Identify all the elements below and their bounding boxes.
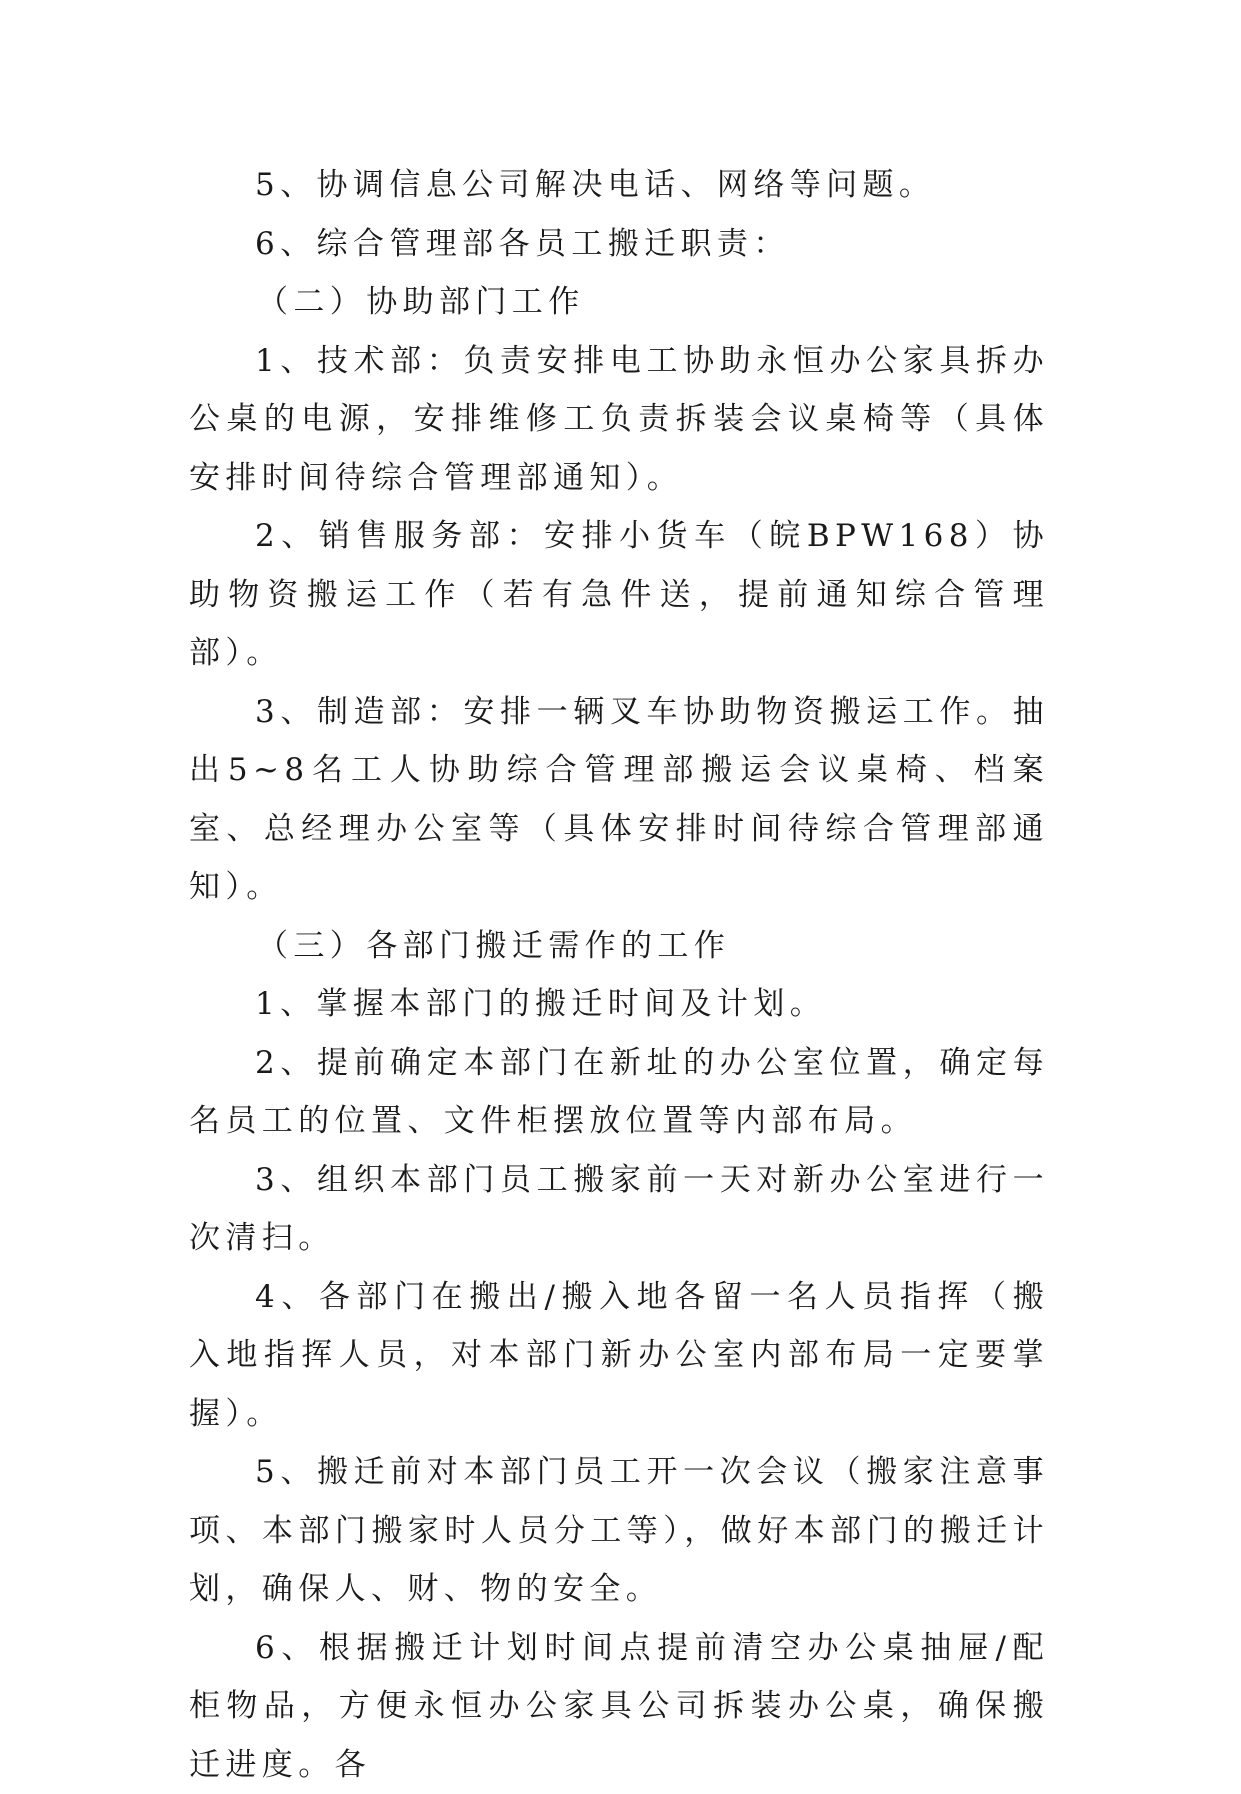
paragraph-manufacturing-dept: 3、制造部：安排一辆叉车协助物资搬运工作。抽出5~8名工人协助综合管理部搬运会议桌椅、档案室、总经理办公室等（具体安排时间待综合管理部通知）。	[189, 683, 1049, 917]
paragraph-task-2: 2、提前确定本部门在新址的办公室位置，确定每名员工的位置、文件柜摆放位置等内部布局。	[189, 1034, 1049, 1151]
paragraph-task-3: 3、组织本部门员工搬家前一天对新办公室进行一次清扫。	[189, 1151, 1049, 1268]
paragraph-task-4: 4、各部门在搬出/搬入地各留一名人员指挥（搬入地指挥人员，对本部门新办公室内部布局一定要掌握）。	[189, 1268, 1049, 1444]
paragraph-technical-dept: 1、技术部：负责安排电工协助永恒办公家具拆办公桌的电源，安排维修工负责拆装会议桌椅等（具体安排时间待综合管理部通知）。	[189, 332, 1049, 508]
document-body	[189, 156, 1049, 1794]
section-heading-assisting-departments: （二）协助部门工作	[189, 273, 1049, 332]
paragraph-sales-service-dept: 2、销售服务部：安排小货车（皖BPW168）协助物资搬运工作（若有急件送，提前通知综合管理部）。	[189, 507, 1049, 683]
paragraph-task-6: 6、根据搬迁计划时间点提前清空办公桌抽屉/配柜物品，方便永恒办公家具公司拆装办公桌，确保搬迁进度。各	[189, 1619, 1049, 1794]
paragraph-task-1: 1、掌握本部门的搬迁时间及计划。	[189, 975, 1049, 1034]
paragraph-item-5-telecom: 5、协调信息公司解决电话、网络等问题。	[189, 156, 1049, 215]
paragraph-item-6-staff-duties: 6、综合管理部各员工搬迁职责：	[189, 215, 1049, 274]
section-heading-department-tasks: （三）各部门搬迁需作的工作	[189, 917, 1049, 976]
paragraph-task-5: 5、搬迁前对本部门员工开一次会议（搬家注意事项、本部门搬家时人员分工等），做好本部门的搬迁计划，确保人、财、物的安全。	[189, 1443, 1049, 1619]
